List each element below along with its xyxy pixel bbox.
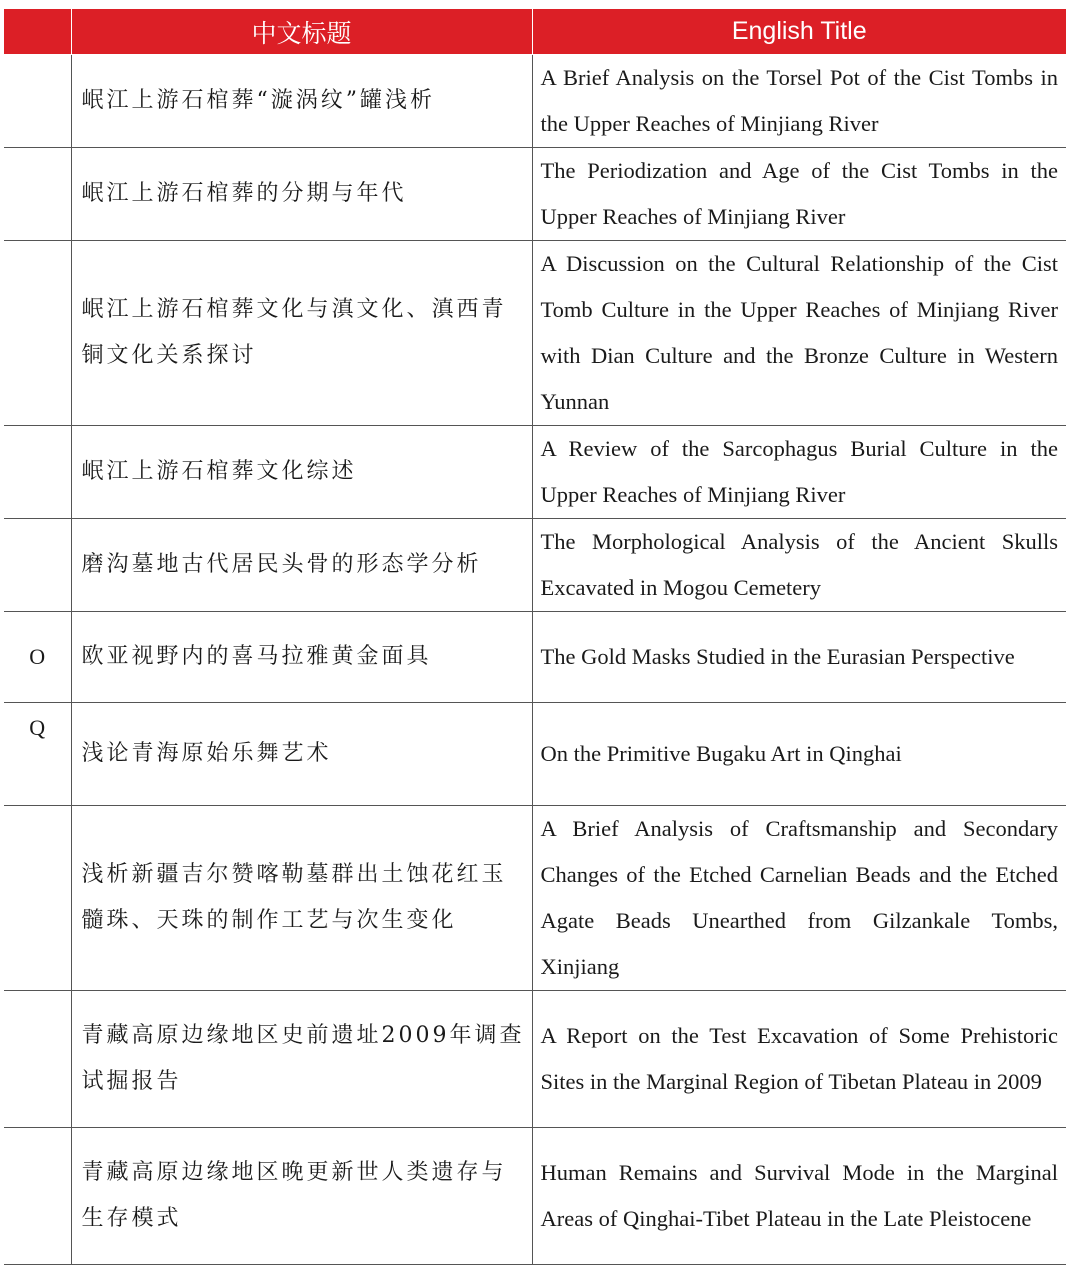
chinese-title-cell: 岷江上游石棺葬文化与滇文化、滇西青铜文化关系探讨 <box>71 241 532 426</box>
table-header <box>4 9 1066 55</box>
english-title-cell: A Brief Analysis of Craftsmanship and Secondary Changes of the Etched Carnelian Beads and the Etched Agate Beads Unearthed from Gilzankale Tombs, Xinjiang <box>532 806 1066 991</box>
title-table <box>4 8 1066 1265</box>
row-index <box>4 426 71 519</box>
row-index <box>4 519 71 612</box>
row-index <box>4 991 71 1128</box>
chinese-title-cell: 磨沟墓地古代居民头骨的形态学分析 <box>71 519 532 612</box>
chinese-title-cell: 浅论青海原始乐舞艺术 <box>71 703 532 806</box>
english-title-cell: Human Remains and Survival Mode in the Marginal Areas of Qinghai-Tibet Plateau in the Late Pleistocene <box>532 1128 1066 1265</box>
row-index <box>4 55 71 148</box>
english-title-cell: A Review of the Sarcophagus Burial Culture in the Upper Reaches of Minjiang River <box>532 426 1066 519</box>
table-row <box>4 612 1066 703</box>
table-row <box>4 148 1066 241</box>
chinese-title-cell: 青藏高原边缘地区史前遗址2009年调查试掘报告 <box>71 991 532 1128</box>
table-body <box>4 55 1066 1265</box>
english-title-cell: A Discussion on the Cultural Relationship of the Cist Tomb Culture in the Upper Reaches of Minjiang River with Dian Culture and the Bronze Culture in Western Yunnan <box>532 241 1066 426</box>
chinese-title-cell: 欧亚视野内的喜马拉雅黄金面具 <box>71 612 532 703</box>
chinese-title-cell: 浅析新疆吉尔赞喀勒墓群出土蚀花红玉髓珠、天珠的制作工艺与次生变化 <box>71 806 532 991</box>
english-title-cell: A Report on the Test Excavation of Some Prehistoric Sites in the Marginal Region of Tibetan Plateau in 2009 <box>532 991 1066 1128</box>
chinese-title-cell: 青藏高原边缘地区晚更新世人类遗存与生存模式 <box>71 1128 532 1265</box>
table-row <box>4 703 1066 806</box>
table-row <box>4 55 1066 148</box>
table-row <box>4 991 1066 1128</box>
chinese-title-cell: 岷江上游石棺葬的分期与年代 <box>71 148 532 241</box>
table-row <box>4 426 1066 519</box>
english-title-cell: The Gold Masks Studied in the Eurasian Perspective <box>532 612 1066 703</box>
row-index: O <box>4 612 71 703</box>
english-title-cell: On the Primitive Bugaku Art in Qinghai <box>532 703 1066 806</box>
table-row <box>4 519 1066 612</box>
header-row <box>4 9 1066 55</box>
header-index-cell <box>4 9 71 55</box>
row-index <box>4 148 71 241</box>
header-english-title: English Title <box>532 9 1066 55</box>
row-index <box>4 1128 71 1265</box>
header-chinese-title: 中文标题 <box>71 9 532 55</box>
table-row <box>4 241 1066 426</box>
table-row <box>4 1128 1066 1265</box>
row-index <box>4 241 71 426</box>
chinese-title-cell: 岷江上游石棺葬“漩涡纹”罐浅析 <box>71 55 532 148</box>
row-index <box>4 806 71 991</box>
chinese-title-cell: 岷江上游石棺葬文化综述 <box>71 426 532 519</box>
table-row <box>4 806 1066 991</box>
english-title-cell: The Morphological Analysis of the Ancient Skulls Excavated in Mogou Cemetery <box>532 519 1066 612</box>
english-title-cell: A Brief Analysis on the Torsel Pot of the Cist Tombs in the Upper Reaches of Minjiang River <box>532 55 1066 148</box>
row-index: Q <box>4 703 71 806</box>
english-title-cell: The Periodization and Age of the Cist Tombs in the Upper Reaches of Minjiang River <box>532 148 1066 241</box>
